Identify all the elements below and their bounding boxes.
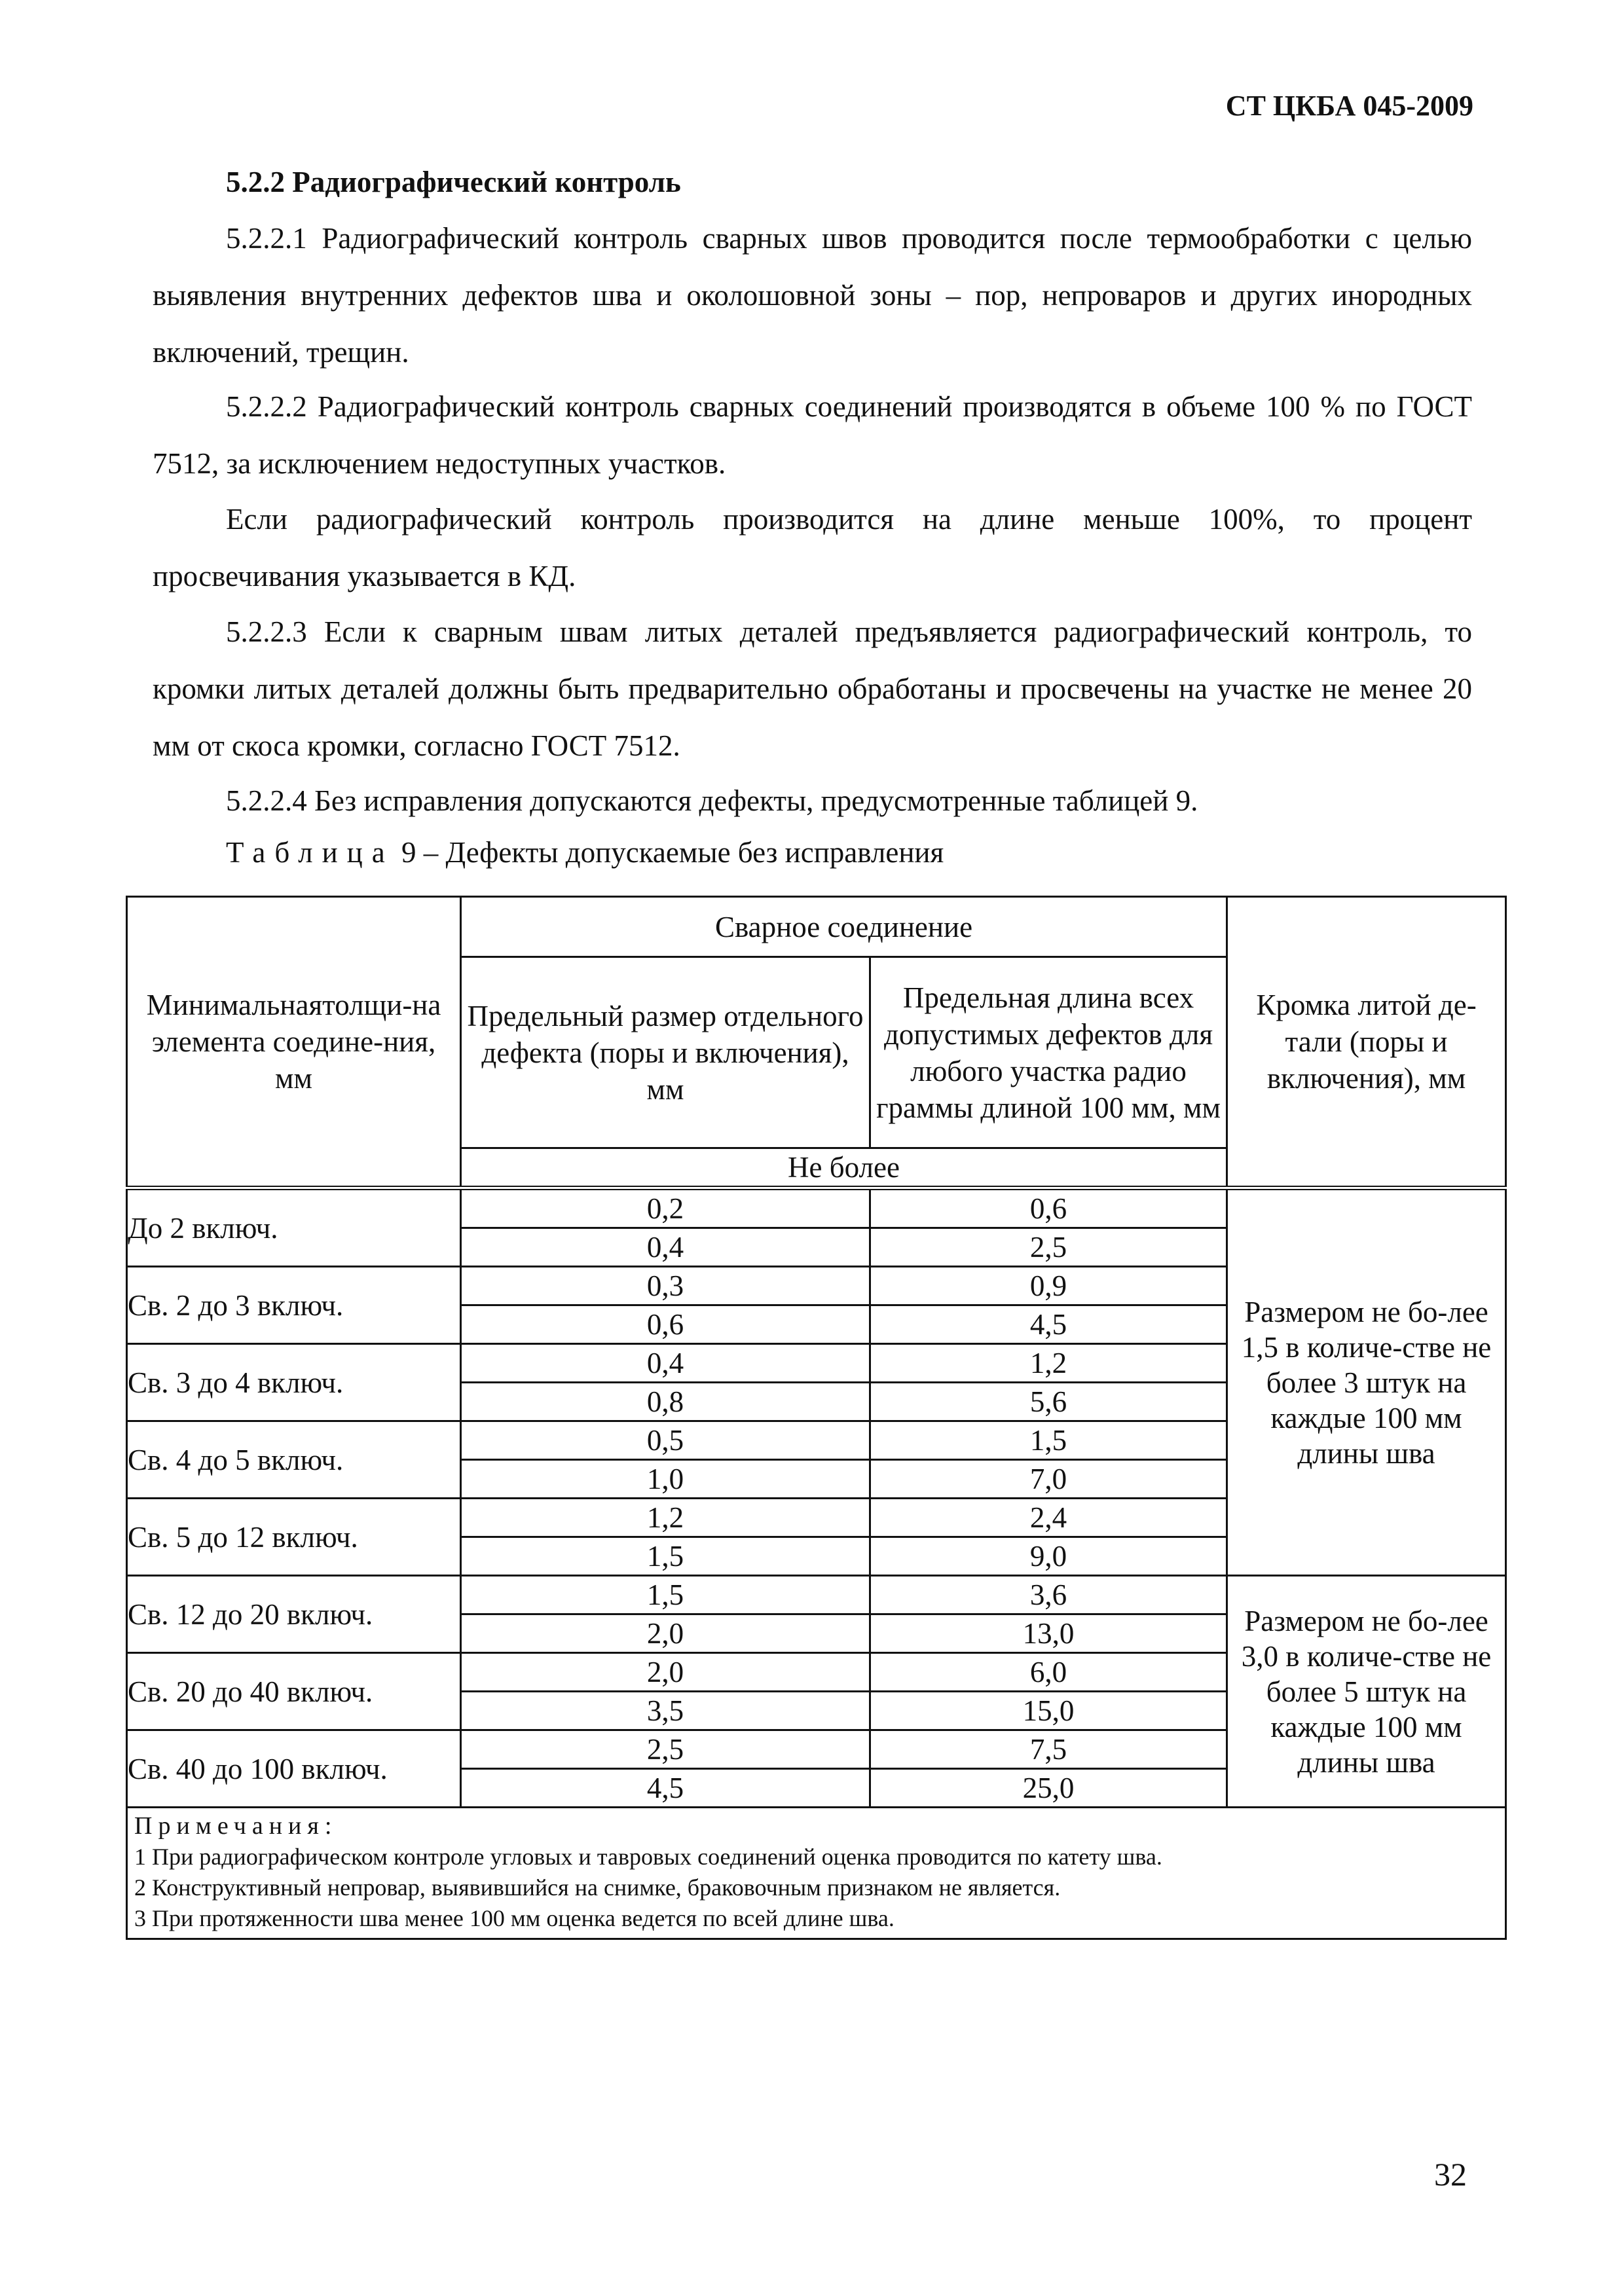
total-length-cell: 4,5	[870, 1305, 1227, 1344]
casting-edge-note-1: Размером не бо-лее 1,5 в количе-стве не более 3 штук на каждые 100 мм длины шва	[1227, 1188, 1506, 1576]
single-defect-cell: 3,5	[461, 1692, 870, 1730]
note-3: 3 При протяженности шва менее 100 мм оценка ведется по всей длине шва.	[134, 1905, 895, 1931]
single-defect-cell: 2,0	[461, 1653, 870, 1692]
single-defect-cell: 0,2	[461, 1188, 870, 1228]
header-thickness: Минимальнаятолщи-на элемента соедине-ния, мм	[127, 897, 461, 1188]
total-length-cell: 5,6	[870, 1383, 1227, 1421]
header-not-more: Не более	[461, 1148, 1227, 1188]
single-defect-cell: 2,0	[461, 1614, 870, 1653]
total-length-cell: 2,4	[870, 1499, 1227, 1537]
single-defect-cell: 0,4	[461, 1228, 870, 1267]
table-notes	[127, 1808, 1506, 1939]
table-caption-text: 9 – Дефекты допускаемые без исправления	[401, 836, 944, 869]
table-caption	[226, 835, 944, 869]
single-defect-cell: 1,2	[461, 1499, 870, 1537]
page-number: 32	[1434, 2156, 1467, 2193]
thickness-cell: Св. 2 до 3 включ.	[127, 1267, 461, 1344]
total-length-cell: 7,5	[870, 1730, 1227, 1769]
single-defect-cell: 1,0	[461, 1460, 870, 1499]
total-length-cell: 13,0	[870, 1614, 1227, 1653]
total-length-cell: 2,5	[870, 1228, 1227, 1267]
total-length-cell: 25,0	[870, 1769, 1227, 1808]
single-defect-cell: 0,3	[461, 1267, 870, 1305]
thickness-cell: Св. 12 до 20 включ.	[127, 1576, 461, 1653]
single-defect-cell: 1,5	[461, 1576, 870, 1614]
total-length-cell: 9,0	[870, 1537, 1227, 1576]
paragraph-5-2-2-3: 5.2.2.3 Если к сварным швам литых деталей предъявляется радиографический контроль, то кромки литых деталей должны быть предварительно обработаны и просвечены на участке не менее 20 мм от скоса кромки, согласно ГОСТ 7512.	[153, 615, 1472, 762]
single-defect-cell: 2,5	[461, 1730, 870, 1769]
note-2: 2 Конструктивный непровар, выявившийся на снимке, браковочным признаком не является.	[134, 1874, 1061, 1901]
single-defect-cell: 0,4	[461, 1344, 870, 1383]
total-length-cell: 1,5	[870, 1421, 1227, 1460]
header-casting-edge: Кромка литой де-тали (поры и включения), мм	[1227, 897, 1506, 1188]
total-length-cell: 0,9	[870, 1267, 1227, 1305]
single-defect-cell: 0,5	[461, 1421, 870, 1460]
total-length-cell: 3,6	[870, 1576, 1227, 1614]
header-total-length: Предельная длина всех допустимых дефектов для любого участка радио граммы длиной 100 мм, мм	[870, 957, 1227, 1148]
single-defect-cell: 0,8	[461, 1383, 870, 1421]
note-1: 1 При радиографическом контроле угловых и тавровых соединений оценка проводится по катету шва.	[134, 1844, 1162, 1870]
thickness-cell: До 2 включ.	[127, 1188, 461, 1267]
notes-title: Примечания:	[134, 1812, 338, 1840]
total-length-cell: 6,0	[870, 1653, 1227, 1692]
table-caption-label: Таблица	[226, 836, 394, 869]
header-weld-joint: Сварное соединение	[461, 897, 1227, 957]
paragraph-5-2-2-4: 5.2.2.4 Без исправления допускаются дефекты, предусмотренные таблицей 9.	[226, 784, 1198, 817]
defects-table	[126, 896, 1507, 1940]
section-title: 5.2.2 Радиографический контроль	[226, 166, 681, 198]
single-defect-cell: 0,6	[461, 1305, 870, 1344]
document-code: СТ ЦКБА 045-2009	[1225, 90, 1473, 122]
thickness-cell: Св. 4 до 5 включ.	[127, 1421, 461, 1499]
single-defect-cell: 4,5	[461, 1769, 870, 1808]
paragraph-5-2-2-1: 5.2.2.1 Радиографический контроль сварных швов проводится после термообработки с целью выявления внутренних дефектов шва и околошовной зоны – пор, непроваров и других инородных включений, трещин.	[153, 222, 1472, 369]
paragraph-partial-control: Если радиографический контроль производится на длине меньше 100%, то процент просвечивания указывается в КД.	[153, 503, 1472, 592]
total-length-cell: 15,0	[870, 1692, 1227, 1730]
single-defect-cell: 1,5	[461, 1537, 870, 1576]
casting-edge-note-2: Размером не бо-лее 3,0 в количе-стве не более 5 штук на каждые 100 мм длины шва	[1227, 1576, 1506, 1808]
total-length-cell: 7,0	[870, 1460, 1227, 1499]
thickness-cell: Св. 40 до 100 включ.	[127, 1730, 461, 1808]
header-single-defect: Предельный размер отдельного дефекта (поры и включения), мм	[461, 957, 870, 1148]
total-length-cell: 0,6	[870, 1188, 1227, 1228]
thickness-cell: Св. 5 до 12 включ.	[127, 1499, 461, 1576]
thickness-cell: Св. 20 до 40 включ.	[127, 1653, 461, 1730]
total-length-cell: 1,2	[870, 1344, 1227, 1383]
paragraph-5-2-2-2: 5.2.2.2 Радиографический контроль сварных соединений производятся в объеме 100 % по ГОСТ 7512, за исключением недоступных участков.	[153, 390, 1472, 480]
thickness-cell: Св. 3 до 4 включ.	[127, 1344, 461, 1421]
